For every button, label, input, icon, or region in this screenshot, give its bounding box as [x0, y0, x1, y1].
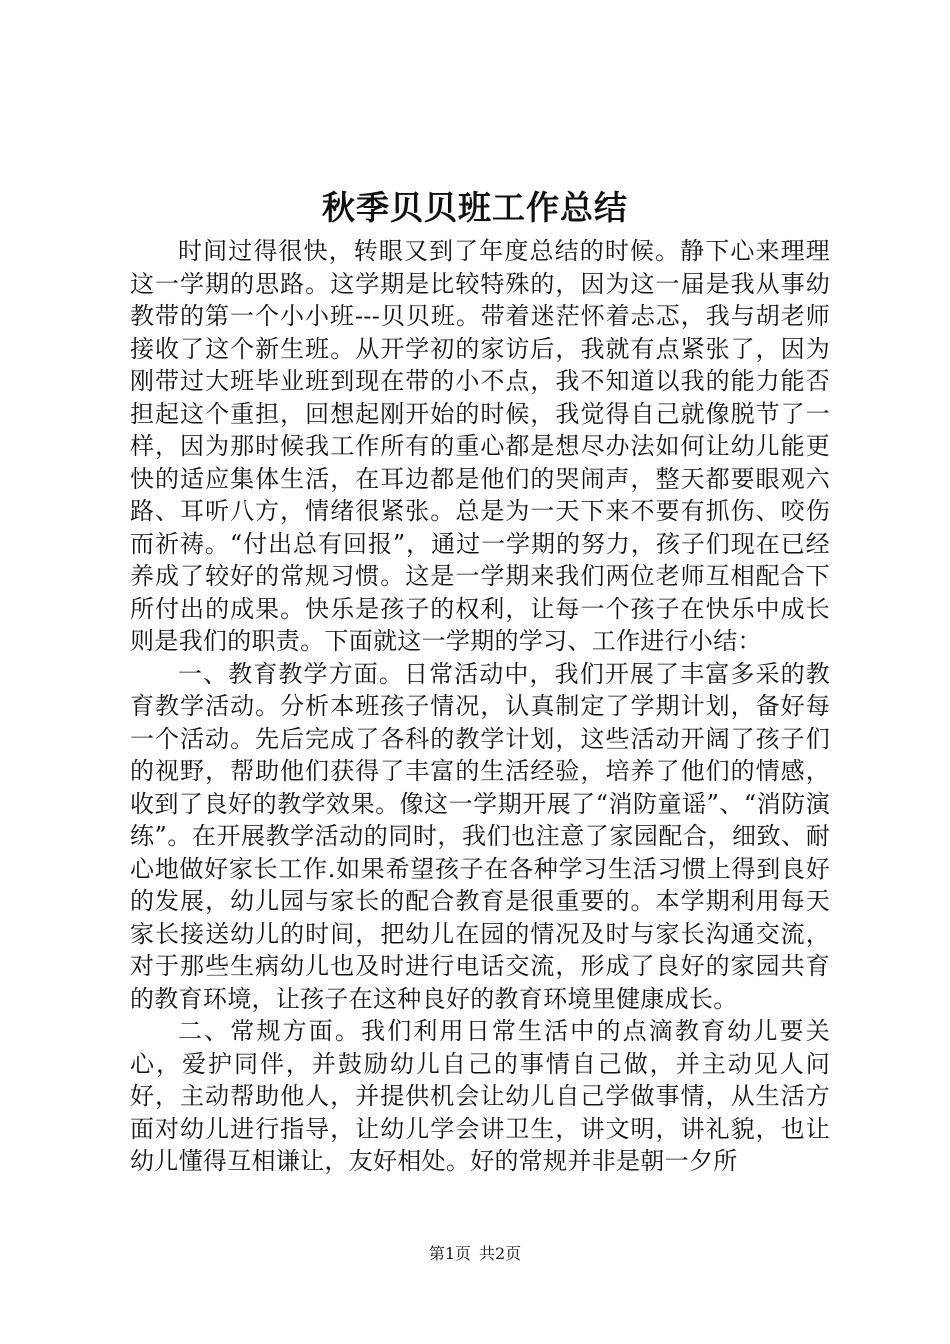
- page-total: 共2页: [479, 1244, 522, 1263]
- page-number: 第1页: [428, 1244, 471, 1263]
- paragraph-routine: 二、常规方面。我们利用日常生活中的点滴教育幼儿要关心，爱护同伴，并鼓励幼儿自己的事情自己做，并主动见人问好，主动帮助他人，并提供机会让幼儿自己学做事情，从生活方面对幼儿进行指导，让幼儿学会讲卫生，讲文明，讲礼貌，也让幼儿懂得互相谦让，友好相处。好的常规并非是朝一夕所: [130, 1017, 830, 1175]
- document-title: 秋季贝贝班工作总结: [322, 188, 628, 227]
- paragraph-teaching: 一、教育教学方面。日常活动中，我们开展了丰富多采的教育教学活动。分析本班孩子情况，认真制定了学期计划，备好每一个活动。先后完成了各科的教学计划，这些活动开阔了孩子们的视野，帮助他们获得了丰富的生活经验，培养了他们的情感，收到了良好的教学效果。像这一学期开展了“消防童谣”、“消防演练”。在开展教学活动的同时，我们也注意了家园配合，细致、耐心地做好家长工作.如果希望孩子在各种学习生活习惯上得到良好的发展，幼儿园与家长的配合教育是很重要的。本学期利用每天家长接送幼儿的时间，把幼儿在园的情况及时与家长沟通交流，对于那些生病幼儿也及时进行电话交流，形成了良好的家园共育的教育环境，让孩子在这种良好的教育环境里健康成长。: [130, 659, 830, 1013]
- page-footer: [0, 1243, 950, 1265]
- paragraph-intro: 时间过得很快，转眼又到了年度总结的时候。静下心来理理这一学期的思路。这学期是比较特殊的，因为这一届是我从事幼教带的第一个小小班---贝贝班。带着迷茫怀着忐忑，我与胡老师接收了这个新生班。从开学初的家访后，我就有点紧张了，因为刚带过大班毕业班到现在带的小不点，我不知道以我的能力能否担起这个重担，回想起刚开始的时候，我觉得自己就像脱节了一样，因为那时候我工作所有的重心都是想尽办法如何让幼儿能更快的适应集体生活，在耳边都是他们的哭闹声，整天都要眼观六路、耳听八方，情绪很紧张。总是为一天下来不要有抓伤、咬伤而祈祷。“付出总有回报”，通过一学期的努力，孩子们现在已经养成了较好的常规习惯。这是一学期来我们两位老师互相配合下所付出的成果。快乐是孩子的权利，让每一个孩子在快乐中成长则是我们的职责。下面就这一学期的学习、工作进行小结：: [130, 237, 830, 655]
- document-body: [130, 235, 830, 1178]
